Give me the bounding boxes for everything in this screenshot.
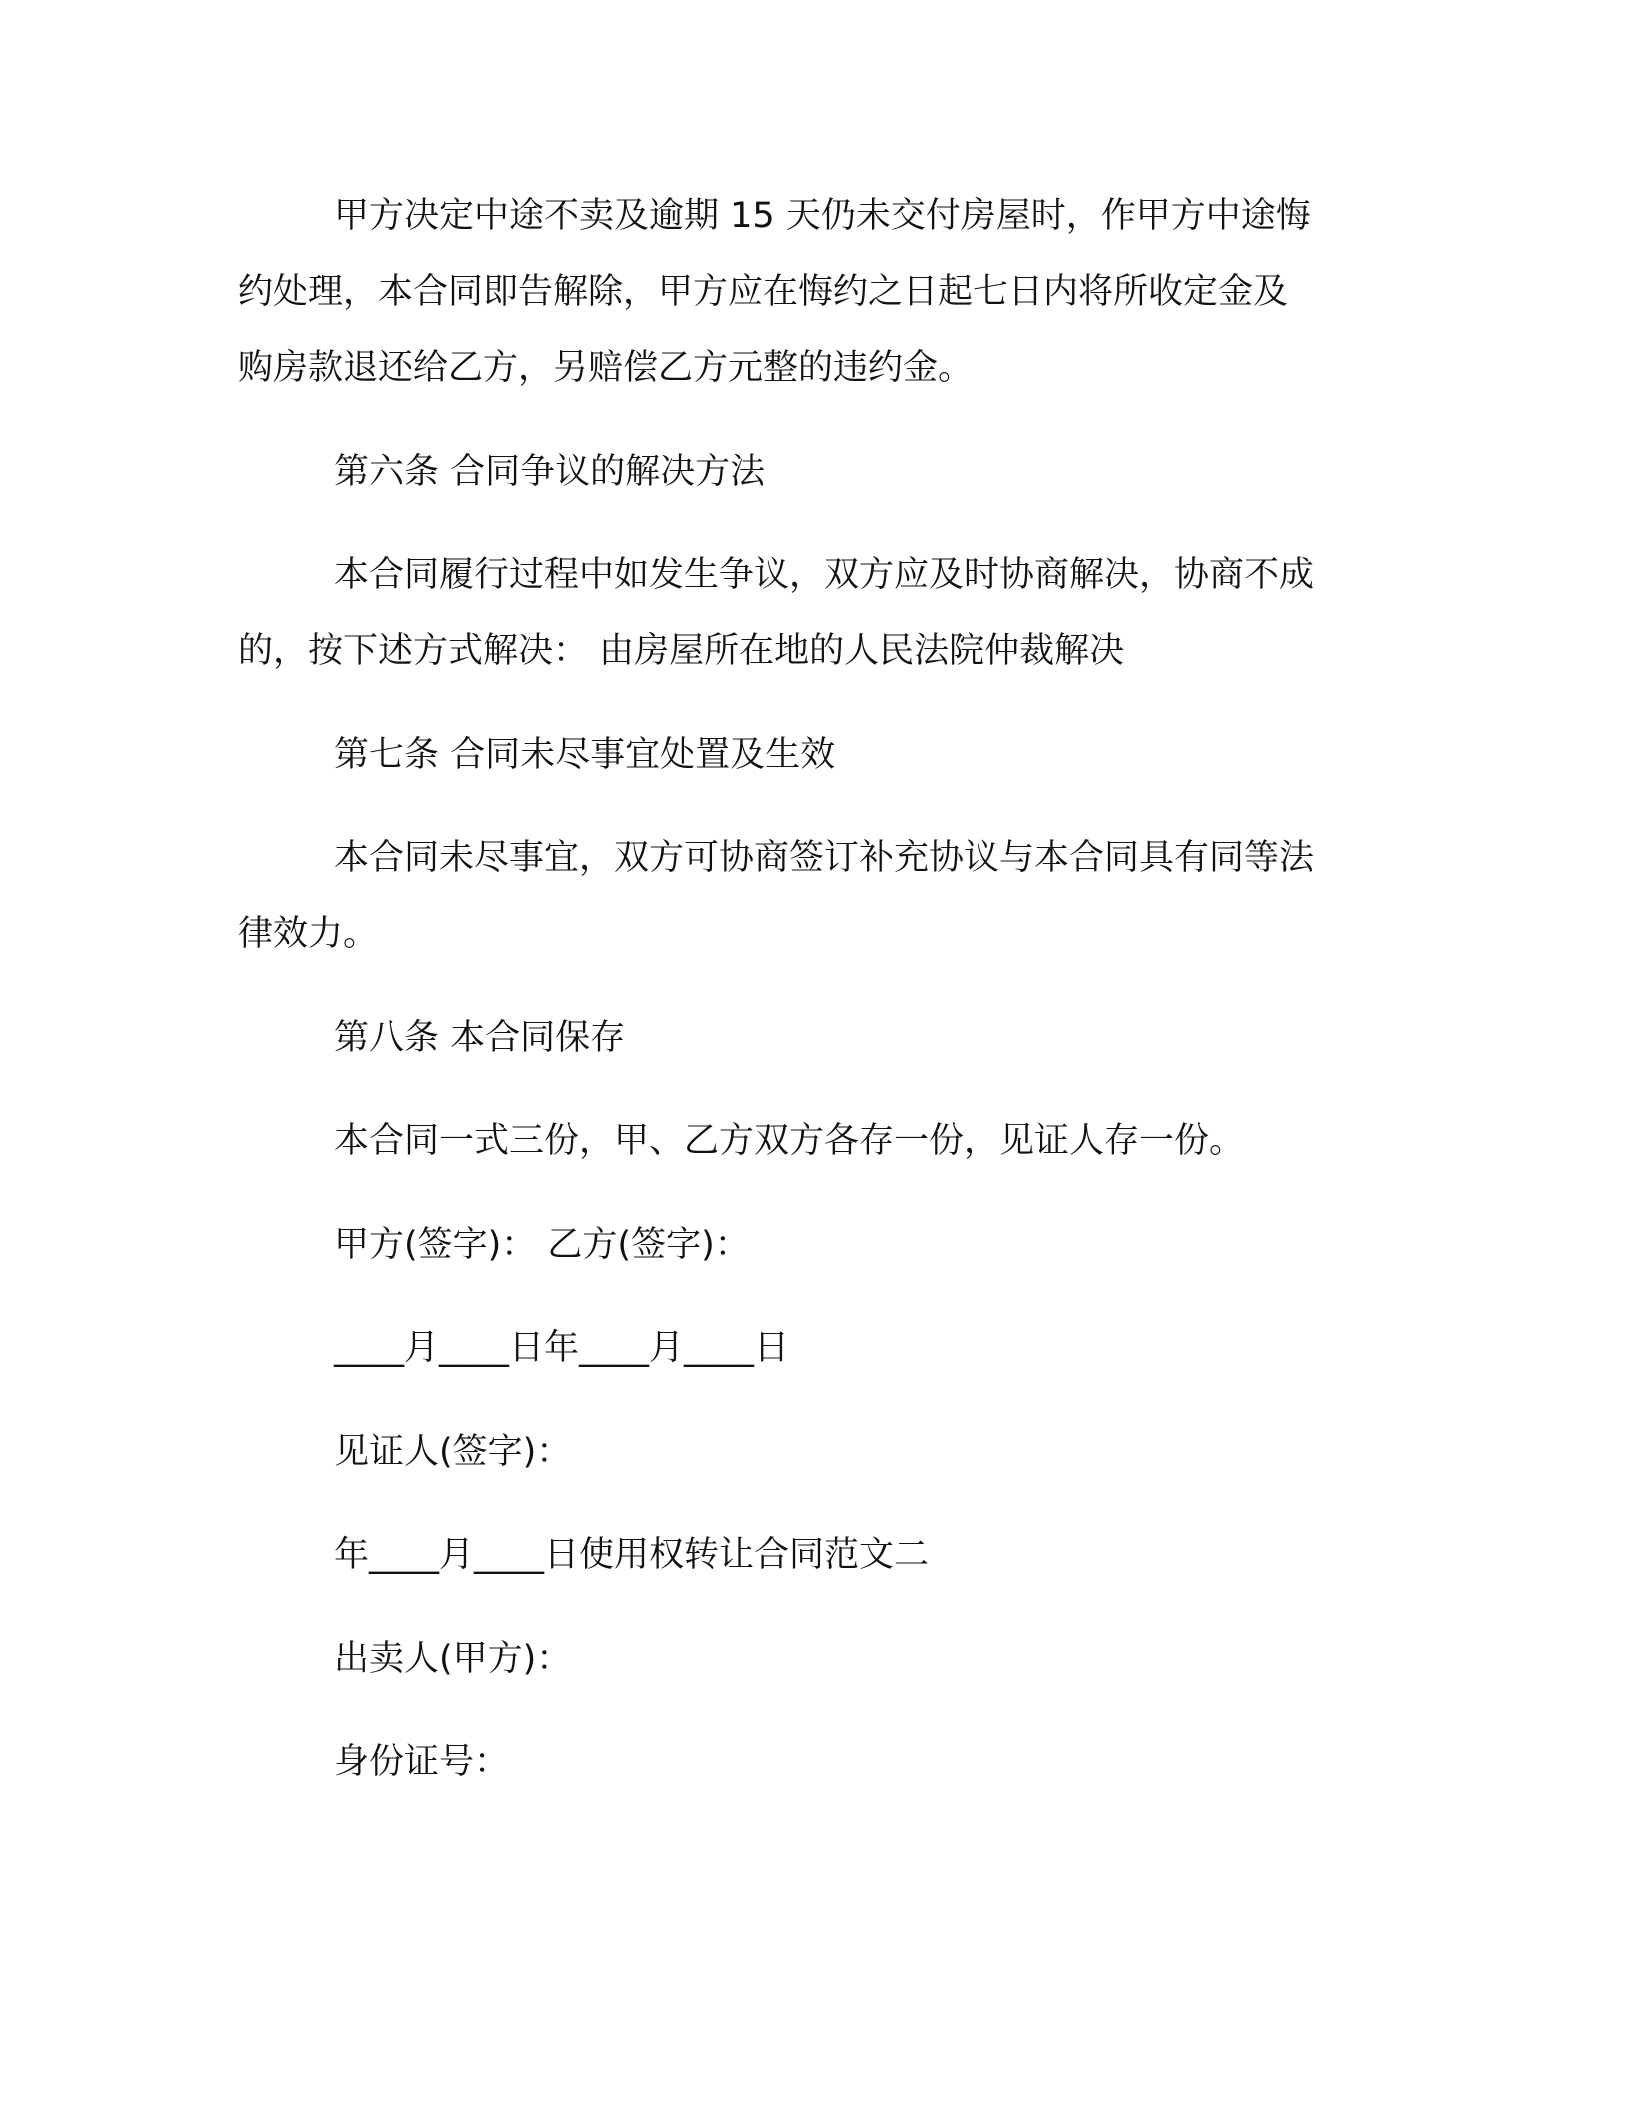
article-8-heading: 第八条 本合同保存 — [334, 1018, 626, 1058]
article-6-heading: 第六条 合同争议的解决方法 — [334, 452, 766, 492]
breach-clause-line-1: 甲方决定中途不卖及逾期 15 天仍未交付房屋时，作甲方中途悔 — [334, 196, 1311, 236]
seller-label: 出卖人(甲方)： — [334, 1639, 572, 1679]
signature-dates: ____月____日年____月____日 — [334, 1328, 790, 1368]
article-7-body-line-2: 律效力。 — [238, 914, 379, 954]
article-8-body: 本合同一式三份，甲、乙方双方各存一份，见证人存一份。 — [334, 1121, 1245, 1161]
breach-clause-line-3: 购房款退还给乙方，另赔偿乙方元整的违约金。 — [238, 348, 974, 388]
article-6-body-line-1: 本合同履行过程中如发生争议，双方应及时协商解决，协商不成 — [334, 555, 1315, 595]
signature-parties: 甲方(签字)： 乙方(签字)： — [334, 1225, 750, 1265]
article-7-body-line-1: 本合同未尽事宜，双方可协商签订补充协议与本合同具有同等法 — [334, 838, 1315, 878]
article-6-body-line-2: 的，按下述方式解决： 由房屋所在地的人民法院仲裁解决 — [238, 631, 1125, 671]
id-number-label: 身份证号： — [334, 1742, 510, 1782]
witness-date-and-title: 年____月____日使用权转让合同范文二 — [334, 1535, 930, 1575]
article-7-heading: 第七条 合同未尽事宜处置及生效 — [334, 735, 836, 775]
witness-signature: 见证人(签字)： — [334, 1432, 572, 1472]
breach-clause-line-2: 约处理，本合同即告解除，甲方应在悔约之日起七日内将所收定金及 — [238, 272, 1289, 312]
